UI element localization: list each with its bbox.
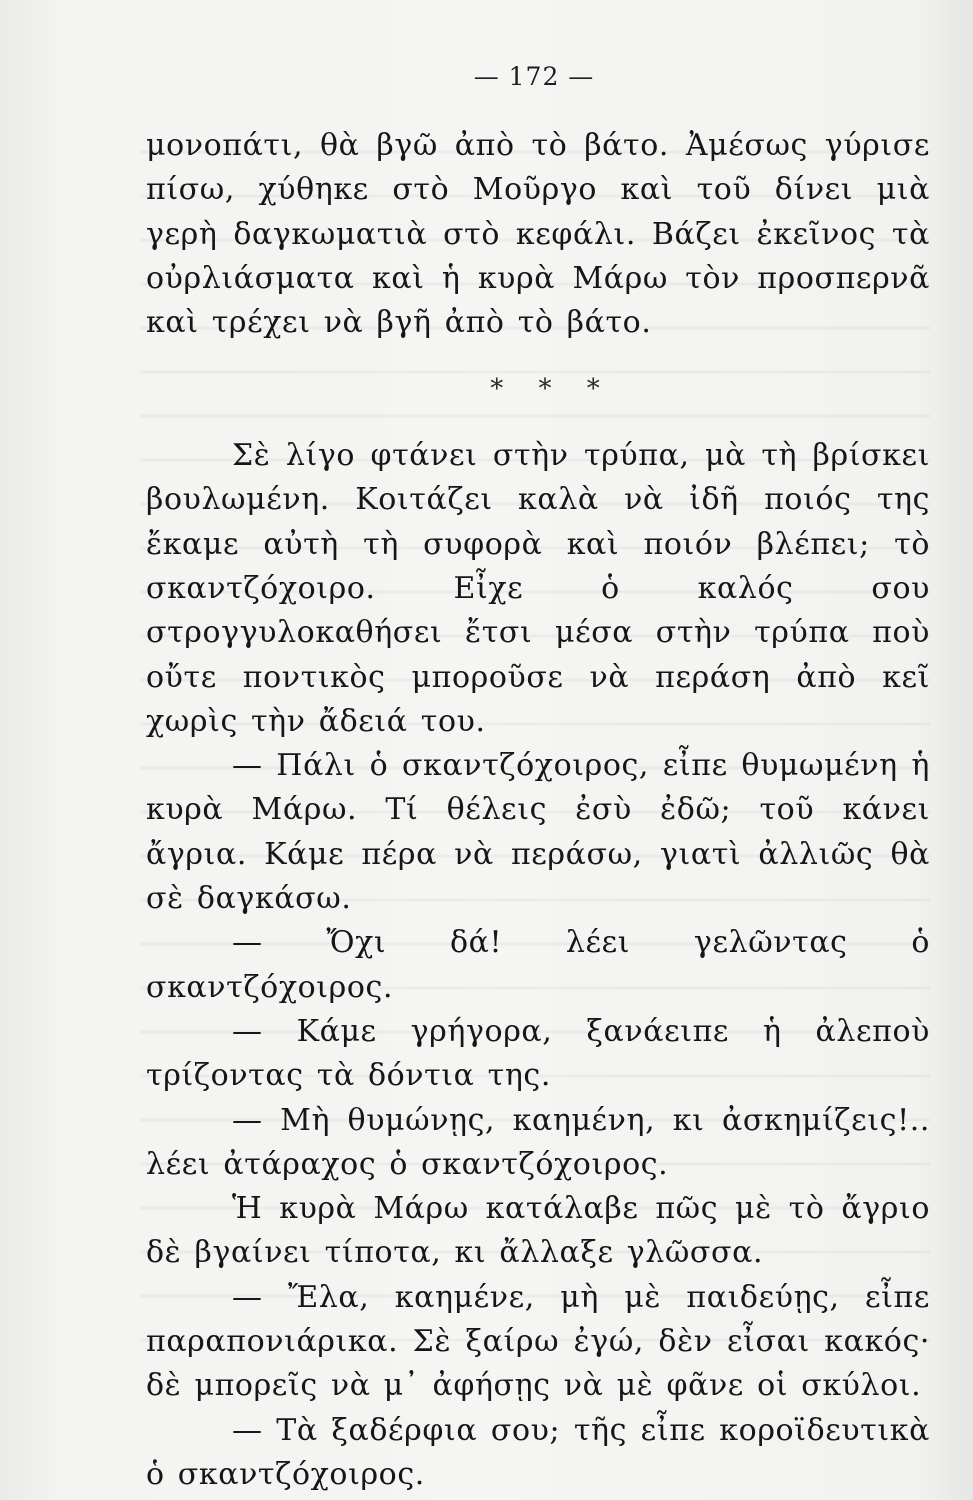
dialogue-paragraph: — Κάμε γρήγορα, ξανάειπε ἡ ἀλεποὺ τρίζοντας τὰ δόντια της. (146, 1013, 930, 1094)
dialogue-paragraph: — Μὴ θυμώνῃς, καημένη, κι ἀσκημίζεις!.. λέει ἀτάραχος ὁ σκαντζόχοιρος. (146, 1102, 930, 1182)
section-separator: * * * (490, 374, 612, 405)
dialogue-paragraph: — Ὄχι δά! λέει γελῶντας ὁ σκαντζόχοιρος. (146, 925, 930, 1005)
page-number: — 172 — (473, 62, 595, 91)
paragraph-continuation: μονοπάτι, θὰ βγῶ ἀπὸ τὸ βάτο. Ἀμέσως γύρισε πίσω, χύθηκε στὸ Μοῦργο καὶ τοῦ δίνει μιὰ γερὴ δαγκωματιὰ στὸ κεφάλι. Βάζει ἐκεῖνος τὰ οὐρλιάσματα καὶ ἡ κυρὰ Μάρω τὸν προσπερνᾶ καὶ τρέχει νὰ βγῆ ἀπὸ τὸ βάτο. (146, 128, 930, 341)
dialogue-paragraph: — Πάλι ὁ σκαντζόχοιρος, εἶπε θυμωμένη ἡ κυρὰ Μάρω. Τί θέλεις ἐσὺ ἐδῶ; τοῦ κάνει ἄγρια. Κάμε πέρα νὰ περάσω, γιατὶ ἀλλιῶς θὰ σὲ δαγκάσω. (146, 748, 930, 917)
paragraph: Σὲ λίγο φτάνει στὴν τρύπα, μὰ τὴ βρίσκει βουλωμένη. Κοιτάζει καλὰ νὰ ἰδῆ ποιός της ἔκαμε αὐτὴ τὴ συφορὰ καὶ ποιόν βλέπει; τὸ σκαντζόχοιρο. Εἶχε ὁ καλός σου στρογγυλοκαθήσει ἔτσι μέσα στὴν τρύπα ποὺ οὔτε ποντικὸς μποροῦσε νὰ περάση ἀπὸ κεῖ χωρὶς τὴν ἄδειά του. (146, 438, 930, 739)
paragraph: Ἡ κυρὰ Μάρω κατάλαβε πῶς μὲ τὸ ἄγριο δὲ βγαίνει τίποτα, κι ἄλλαξε γλῶσσα. (146, 1191, 930, 1271)
body-text (146, 124, 930, 1497)
dialogue-paragraph: — Τὰ ξαδέρφια σου; τῆς εἶπε κοροϊδευτικὰ ὁ σκαντζόχοιρος. (146, 1412, 930, 1492)
dialogue-paragraph: — Ἔλα, καημένε, μὴ μὲ παιδεύῃς, εἶπε παραπονιάρικα. Σὲ ξαίρω ἐγώ, δὲν εἶσαι κακός· δὲ μπορεῖς νὰ μ᾿ ἀφήσῃς νὰ μὲ φᾶνε οἱ σκύλοι. (146, 1279, 930, 1404)
